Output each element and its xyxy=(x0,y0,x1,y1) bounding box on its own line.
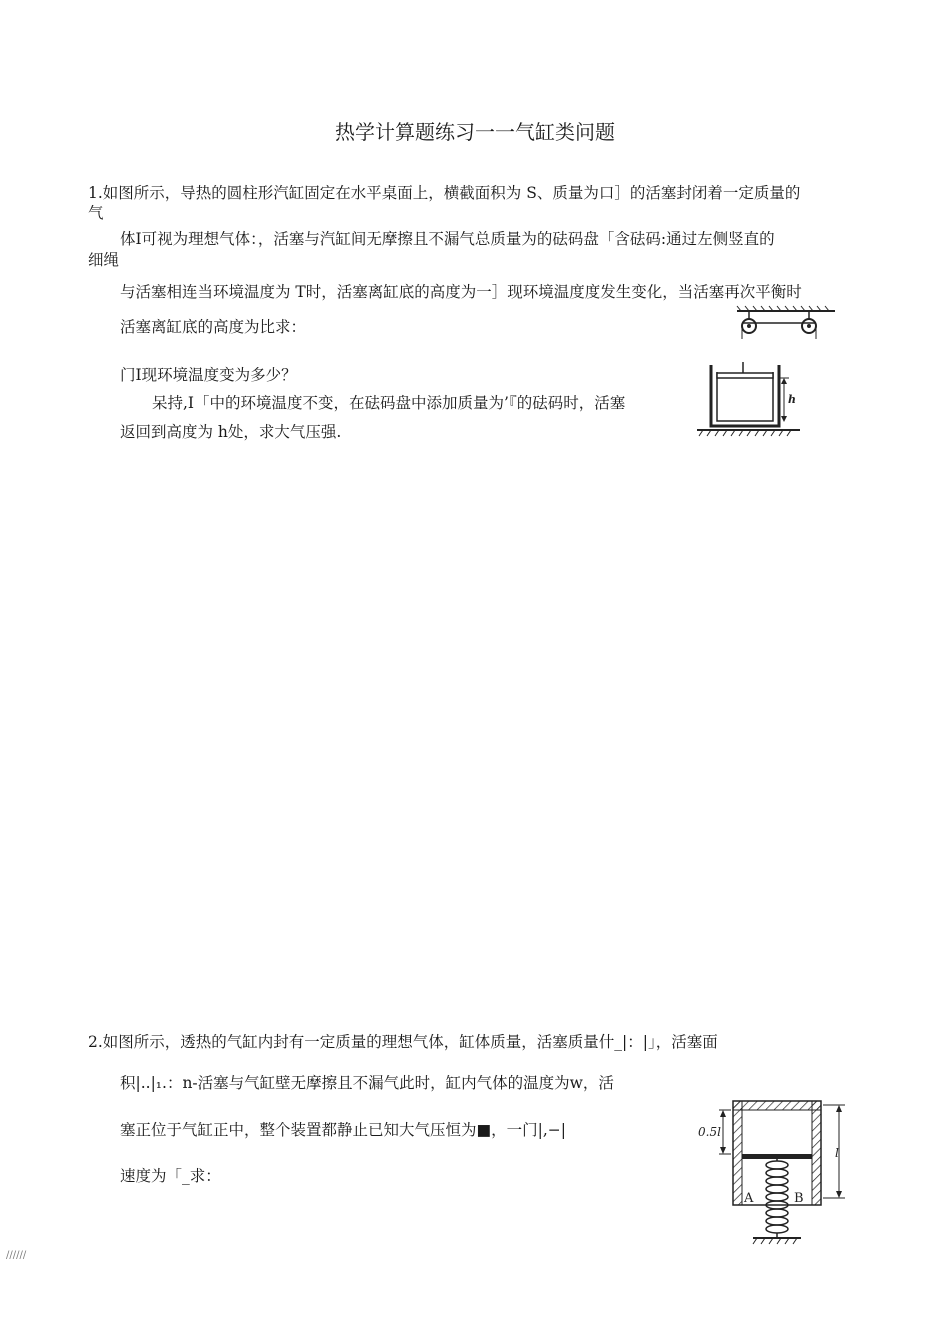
half-length-label: 0.5l xyxy=(698,1125,721,1139)
problem1-line1-wrap: 气 xyxy=(88,204,104,222)
spring-cylinder-figure xyxy=(695,1095,865,1250)
problem1-question1: 门I现环境温度变为多少？ xyxy=(120,366,297,384)
problem1-line2-wrap: 细绳 xyxy=(88,251,120,269)
problem1-line1: 1.如图所示，导热的圆柱形汽缸固定在水平桌面上，横截面积为 S、质量为口］的活塞封闭着一定质量的 xyxy=(88,184,801,202)
length-label: l xyxy=(835,1146,839,1160)
page-footer-mark: ////// xyxy=(6,1250,27,1261)
problem2-line3: 塞正位于气缸正中，整个装置都静止已知大气压恒为■，一门|,−| xyxy=(120,1121,567,1139)
problem1-question2: 呆持,I「中的环境温度不变，在砝码盘中添加质量为’『的砝码时，活塞 xyxy=(152,394,626,412)
problem2-line4: 速度为「_求： xyxy=(120,1167,221,1185)
point-b-label: B xyxy=(794,1191,804,1206)
page-title: 热学计算题练习一一气缸类问题 xyxy=(335,120,615,144)
problem1-line4: 活塞离缸底的高度为比求： xyxy=(120,318,307,336)
point-a-label: A xyxy=(744,1191,754,1206)
height-label: h xyxy=(788,393,796,406)
problem1-line2: 体I可视为理想气体：，活塞与汽缸间无摩擦且不漏气总质量为的砝码盘「含砝码:通过左侧竖直的 xyxy=(120,230,775,248)
cylinder-piston-figure xyxy=(695,360,805,440)
problem1-line3: 与活塞相连当环境温度为 T时，活塞离缸底的高度为一］现环境温度度发生变化，当活塞再次平衡时 xyxy=(120,283,802,301)
problem1-question3: 返回到高度为 h处，求大气压强. xyxy=(120,423,342,441)
pulley-rail-figure xyxy=(735,305,845,345)
problem2-line2: 积|..|₁.：n-活塞与气缸壁无摩擦且不漏气此时，缸内气体的温度为w，活 xyxy=(120,1074,614,1092)
problem2-line1: 2.如图所示，透热的气缸内封有一定质量的理想气体，缸体质量，活塞质量什_|：|」，活塞面 xyxy=(88,1033,718,1051)
